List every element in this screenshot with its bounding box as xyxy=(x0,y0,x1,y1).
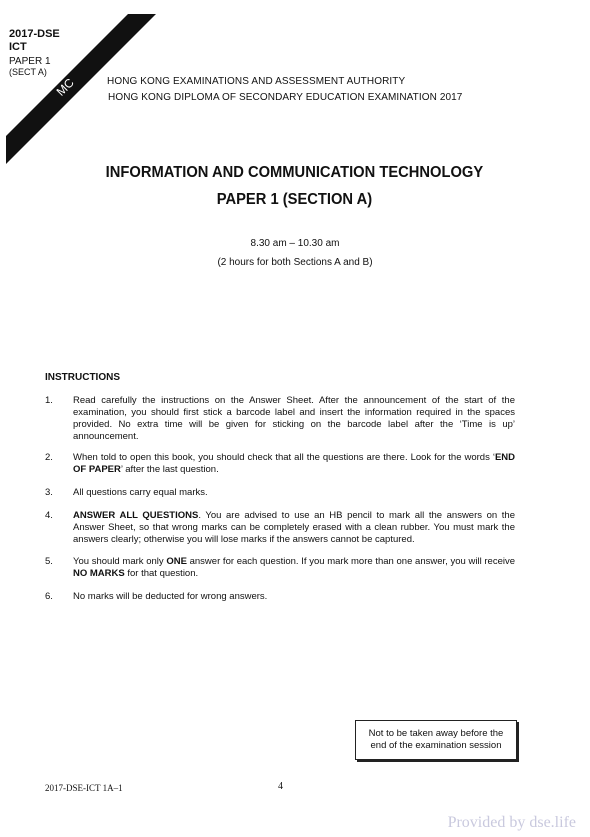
instruction-item xyxy=(45,395,515,443)
instruction-number: 1. xyxy=(45,395,53,406)
notice-line-1: Not to be taken away before the xyxy=(368,728,504,739)
instruction-number: 4. xyxy=(45,510,53,521)
notice-line-2: end of the examination session xyxy=(370,740,502,751)
instruction-number: 3. xyxy=(45,487,53,498)
instruction-number: 2. xyxy=(45,452,53,463)
not-to-be-taken-away-notice xyxy=(355,720,517,760)
exam-duration: (2 hours for both Sections A and B) xyxy=(217,257,373,268)
instruction-text: You should mark only ONE answer for each question. If you mark more than one answer, you will receive NO MARKS for that question. xyxy=(73,556,515,579)
instruction-text: No marks will be deducted for wrong answers. xyxy=(73,591,268,602)
instruction-item xyxy=(45,591,515,603)
page-number: 4 xyxy=(278,781,283,792)
subject-code: ICT xyxy=(9,41,27,53)
provided-by-watermark: Provided by dse.life xyxy=(447,814,576,831)
exam-code: 2017-DSE xyxy=(9,28,60,40)
exam-time: 8.30 am – 10.30 am xyxy=(250,238,340,249)
instructions-heading: INSTRUCTIONS xyxy=(45,372,120,383)
mc-band-label: MC xyxy=(53,75,77,99)
corner-paper-label: PAPER 1 xyxy=(9,56,51,67)
instruction-text: When told to open this book, you should check that all the questions are there. Look for the words ‘END OF PAPER’ after the last question. xyxy=(73,452,515,475)
instruction-number: 5. xyxy=(45,556,53,567)
instruction-text: ANSWER ALL QUESTIONS. You are advised to use an HB pencil to mark all the answers on the Answer Sheet, so that wrong marks can be completely erased with a clean rubber. You must mark the answers clearly; otherwise you will lose marks if the answers cannot be captured. xyxy=(73,510,515,545)
instruction-item xyxy=(45,510,515,546)
instruction-text: Read carefully the instructions on the Answer Sheet. After the announcement of the start of the examination, you should first stick a barcode label and insert the information required in the spaces provided. No extra time will be given for sticking on the barcode label after the ‘Time is up’ announcement. xyxy=(73,395,515,442)
paper-code-corner xyxy=(9,28,60,54)
subject-title: INFORMATION AND COMMUNICATION TECHNOLOGY xyxy=(105,164,484,181)
footer-paper-code: 2017-DSE-ICT 1A–1 xyxy=(45,783,123,793)
instruction-item xyxy=(45,487,515,499)
instruction-item xyxy=(45,556,515,580)
paper-title: PAPER 1 (SECTION A) xyxy=(216,191,373,208)
instruction-item xyxy=(45,452,515,476)
instruction-text: All questions carry equal marks. xyxy=(73,487,208,498)
instruction-number: 6. xyxy=(45,591,53,602)
exam-name: HONG KONG DIPLOMA OF SECONDARY EDUCATION EXAMINATION 2017 xyxy=(108,92,463,103)
authority-name: HONG KONG EXAMINATIONS AND ASSESSMENT AUTHORITY xyxy=(107,76,406,87)
corner-section-label: (SECT A) xyxy=(9,67,47,77)
